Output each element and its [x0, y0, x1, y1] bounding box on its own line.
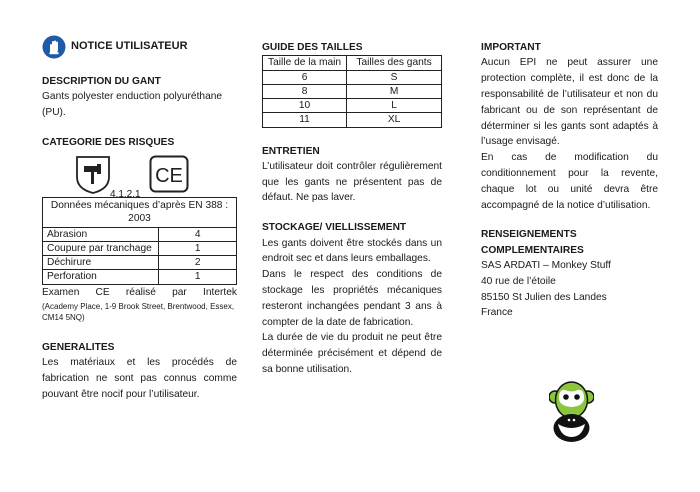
important-text-2: En cas de modification du conditionnement pour la revente, chaque lot ou unité devra être accompagné de la notice d’utilisation.	[481, 152, 658, 211]
mechanical-table-title: Données mécaniques d’après EN 388 : 2003	[43, 198, 237, 228]
street-address: 40 rue de l’étoile	[481, 275, 556, 287]
table-row: Abrasion 4	[43, 227, 237, 241]
ce-mark-icon	[149, 155, 189, 193]
table-row: 11 XL	[263, 113, 442, 127]
info-section	[481, 227, 658, 321]
title-row	[42, 34, 237, 60]
column-right	[481, 40, 658, 321]
column-middle	[262, 40, 442, 378]
column-left	[42, 40, 237, 402]
glove-mandatory-icon	[42, 35, 66, 59]
storage-text-1: Les gants doivent être stockés dans un endroit sec et dans leurs emballages.	[262, 237, 442, 265]
exam-address: (Academy Place, 1-9 Brook Street, Brentwood, Essex, CM14 5NQ)	[42, 301, 235, 323]
storage-text-2: Dans le respect des conditions de stockage les propriétés mécaniques resteront inchangées pendant 3 ans à compter de la date de fabrication.	[262, 269, 442, 328]
storage-heading: STOCKAGE/ VIELLISSEMENT	[262, 222, 407, 234]
maintenance-heading: ENTRETIEN	[262, 145, 320, 157]
risk-icons	[42, 152, 237, 201]
important-text-1: Aucun EPI ne peut assurer une protection complète, il est donc de la responsabilité de l’utilisateur et non du fabricant ou de son représentant de déterminer si les gants sont adaptés à l’usage envisagé.	[481, 57, 658, 148]
general-heading: GENERALITES	[42, 341, 115, 353]
storage-text-3: La durée de vie du produit ne peut être déterminée précisément et dépend de sa bonne utilisation.	[262, 332, 442, 376]
country: France	[481, 307, 513, 319]
table-row: 10 L	[263, 99, 442, 113]
sizes-col-hand: Taille de la main	[263, 56, 347, 70]
risk-section	[42, 135, 237, 324]
monkey-logo-icon	[549, 380, 594, 444]
sizes-heading: GUIDE DES TAILLES	[262, 42, 363, 53]
info-heading-1: RENSEIGNEMENTS	[481, 229, 577, 241]
standard-code: 4.1.2.1	[110, 189, 141, 201]
storage-section	[262, 220, 442, 378]
svg-text:CE: CE	[155, 165, 183, 188]
important-heading: IMPORTANT	[481, 42, 541, 53]
table-row: 6 S	[263, 70, 442, 84]
table-row: Coupure par tranchage 1	[43, 241, 237, 255]
exam-text: Examen CE réalisé par Intertek	[42, 286, 237, 298]
page-title: NOTICE UTILISATEUR	[71, 40, 188, 53]
mechanical-risk-shield-icon	[75, 155, 111, 195]
description-section	[42, 74, 237, 121]
city-address: 85150 St Julien des Landes	[481, 291, 607, 303]
table-row: Perforation 1	[43, 270, 237, 284]
description-heading: DESCRIPTION DU GANT	[42, 76, 161, 87]
general-text: Les matériaux et les procédés de fabrication ne sont pas connus comme pouvant être nocif pour l’utilisateur.	[42, 357, 237, 400]
general-section	[42, 340, 237, 403]
table-row: Déchirure 2	[43, 256, 237, 270]
info-heading-2: COMPLEMENTAIRES	[481, 244, 584, 256]
sizes-table	[262, 55, 442, 127]
maintenance-section	[262, 144, 442, 207]
company-name: SAS ARDATI – Monkey Stuff	[481, 260, 611, 272]
risk-heading: CATEGORIE DES RISQUES	[42, 136, 175, 148]
sizes-col-glove: Tailles des gants	[347, 56, 442, 70]
table-row: 8 M	[263, 84, 442, 98]
description-text: Gants polyester enduction polyuréthane (PU).	[42, 91, 223, 119]
mechanical-table	[42, 197, 237, 285]
maintenance-text: L’utilisateur doit contrôler régulièrement que les gants ne présentent pas de défaut. Ne pas laver.	[262, 160, 442, 204]
